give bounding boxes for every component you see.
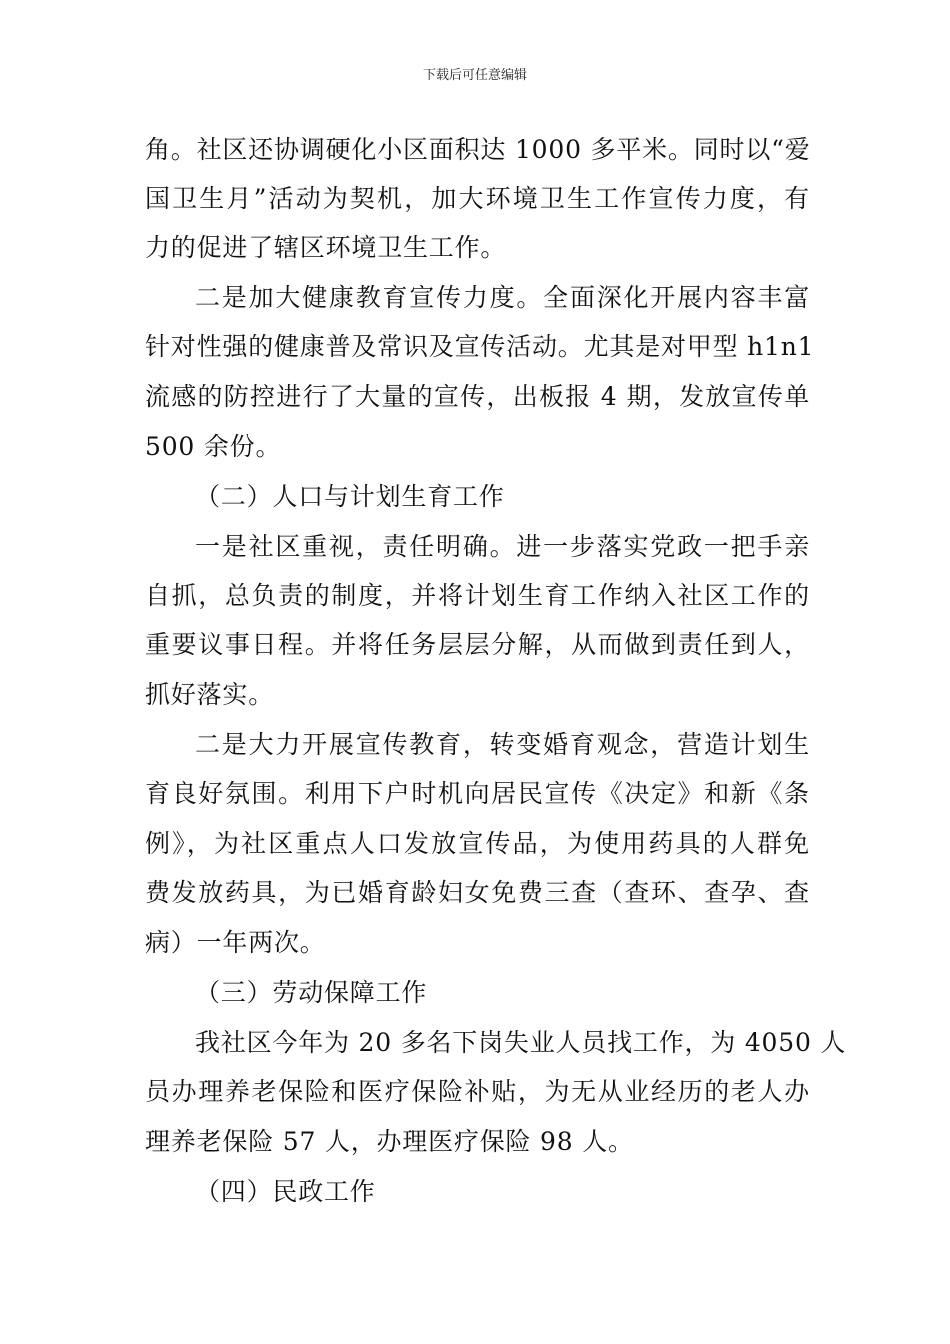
text-line: 病）一年两次。 xyxy=(145,928,326,957)
text-line: 自抓，总负责的制度，并将计划生育工作纳入社区工作的 xyxy=(145,581,810,610)
text-line: 针对性强的健康普及常识及宣传活动。尤其是对甲型 h1n1 xyxy=(145,332,815,361)
text-line: 500 余份。 xyxy=(145,432,282,461)
text-line: 我社区今年为 20 多名下岗失业人员找工作，为 4050 人 xyxy=(195,1028,847,1057)
text-line: 国卫生月”活动为契机，加大环境卫生工作宣传力度，有 xyxy=(145,184,810,213)
section-heading: （四）民政工作 xyxy=(195,1177,376,1206)
text-line: 费发放药具，为已婚育龄妇女免费三查（查环、查孕、查 xyxy=(145,878,810,907)
text-line: 流感的防控进行了大量的宣传，出板报 4 期，发放宣传单 xyxy=(145,382,810,411)
text-line: 抓好落实。 xyxy=(145,680,275,709)
page-header: 下载后可任意编辑 xyxy=(422,68,527,83)
text-line: 角。社区还协调硬化小区面积达 1000 多平米。同时以“爱 xyxy=(145,135,811,164)
text-line: 二是大力开展宣传教育，转变婚育观念，营造计划生 xyxy=(195,730,810,759)
section-heading: （三）劳动保障工作 xyxy=(195,978,428,1007)
text-line: 育良好氛围。利用下户时机向居民宣传《决定》和新《条 xyxy=(145,779,810,808)
text-line: 理养老保险 57 人，办理医疗保险 98 人。 xyxy=(145,1127,634,1156)
text-line: 重要议事日程。并将任务层层分解，从而做到责任到人， xyxy=(145,630,810,659)
text-line: 例》，为社区重点人口发放宣传品，为使用药具的人群免 xyxy=(145,829,810,858)
text-line: 力的促进了辖区环境卫生工作。 xyxy=(145,233,507,262)
text-line: 二是加大健康教育宣传力度。全面深化开展内容丰富 xyxy=(195,283,810,312)
text-line: 员办理养老保险和医疗保险补贴，为无从业经历的老人办 xyxy=(145,1077,810,1106)
text-line: 一是社区重视，责任明确。进一步落实党政一把手亲 xyxy=(195,532,810,561)
section-heading: （二）人口与计划生育工作 xyxy=(195,482,505,511)
